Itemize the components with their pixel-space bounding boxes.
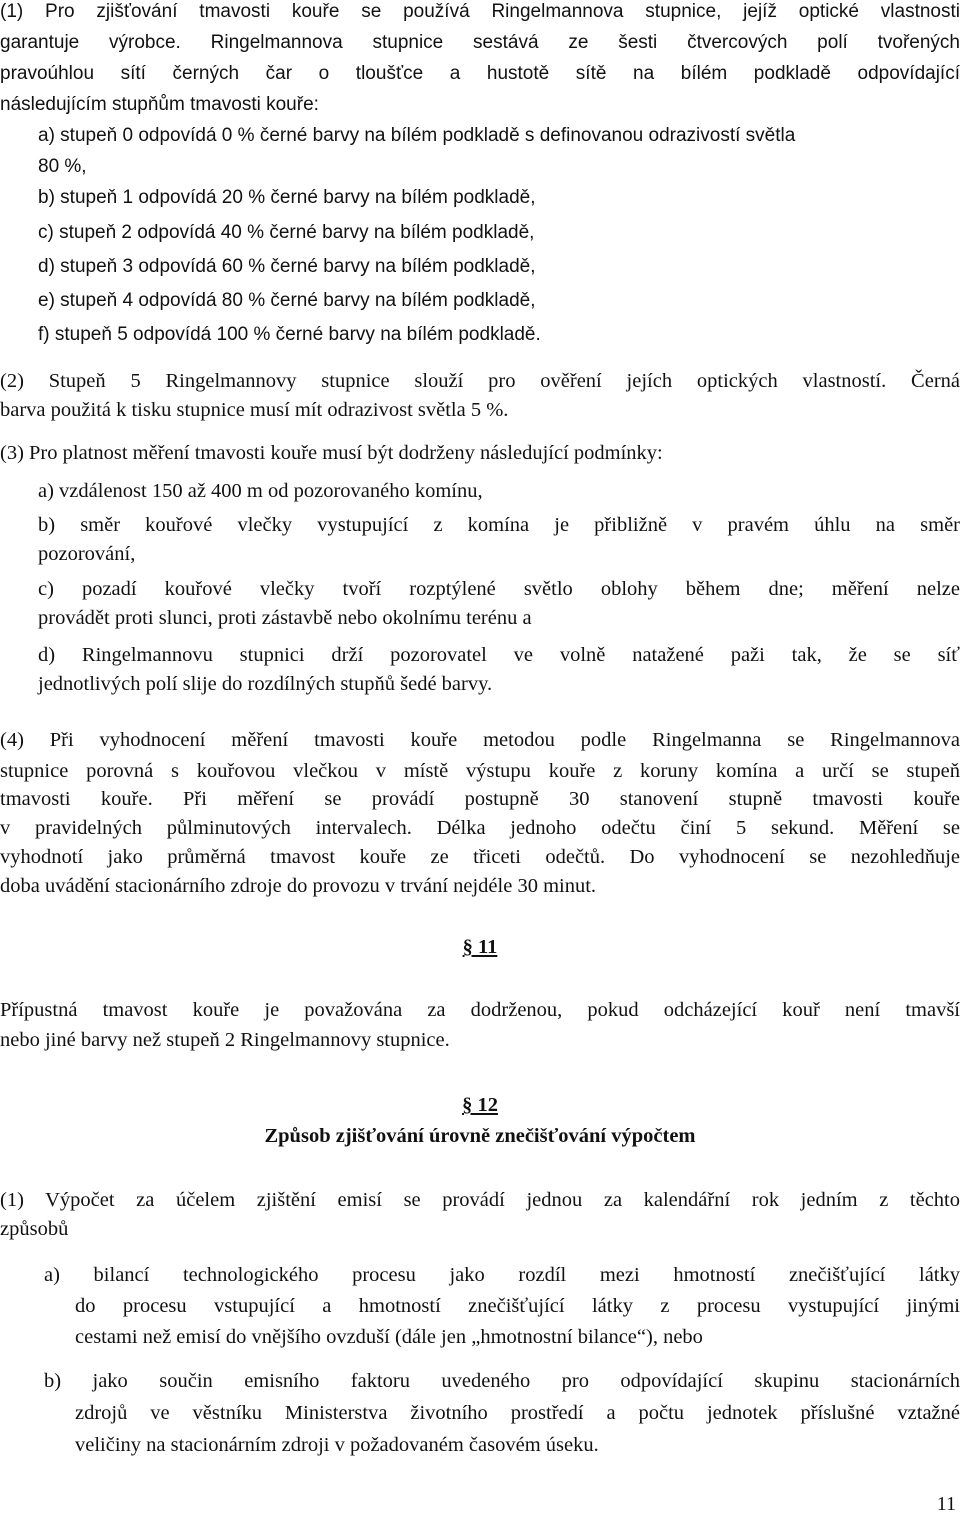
para2-line-2: barva použitá k tisku stupnice musí mít odrazivost světla 5 %. xyxy=(0,399,509,421)
para1-item-b: b) stupeň 1 odpovídá 20 % černé barvy na bílém podkladě, xyxy=(38,187,536,208)
section-12-item-b-line-3: veličiny na stacionárním zdroji v požadovaném časovém úseku. xyxy=(75,1434,599,1456)
section-11-heading: § 11 xyxy=(462,936,498,958)
para4-line-1: (4) Při vyhodnocení měření tmavosti kouře metodou podle Ringelmanna se Ringelmannova xyxy=(0,729,960,751)
para2-line-1: (2) Stupeň 5 Ringelmannovy stupnice slouží pro ověření jejích optických vlastností. Černá xyxy=(0,370,960,392)
para3-item-d-line-1: d) Ringelmannovu stupnici drží pozorovatel ve volně natažené paži tak, že se síť xyxy=(38,644,960,666)
para3-intro: (3) Pro platnost měření tmavosti kouře musí být dodrženy následující podmínky: xyxy=(0,442,663,464)
section-12-intro-line-1: (1) Výpočet za účelem zjištění emisí se provádí jednou za kalendářní rok jedním z těchto xyxy=(0,1189,960,1211)
para1-item-f: f) stupeň 5 odpovídá 100 % černé barvy na bílém podkladě. xyxy=(38,324,541,345)
section-12-item-a-line-1: a) bilancí technologického procesu jako rozdíl mezi hmotností znečišťující látky xyxy=(44,1264,960,1286)
para4-line-4: v pravidelných půlminutových intervalech. Délka jednoho odečtu činí 5 sekund. Měření se xyxy=(0,817,960,839)
section-12-heading: § 12 xyxy=(462,1094,498,1116)
section-11-line-2: nebo jiné barvy než stupeň 2 Ringelmannovy stupnice. xyxy=(0,1029,450,1051)
para1-line-2: garantuje výrobce. Ringelmannova stupnice sestává ze šesti čtvercových polí tvořených xyxy=(0,32,960,53)
para4-line-6: doba uvádění stacionárního zdroje do provozu v trvání nejdéle 30 minut. xyxy=(0,875,597,897)
para4-line-5: vyhodnotí jako průměrná tmavost kouře ze třiceti odečtů. Do vyhodnocení se nezohledňuje xyxy=(0,846,960,868)
section-11-line-1: Přípustná tmavost kouře je považována za dodrženou, pokud odcházející kouř není tmavší xyxy=(0,999,960,1021)
page-number: 11 xyxy=(936,1493,956,1515)
para1-item-a: a) stupeň 0 odpovídá 0 % černé barvy na bílém podkladě s definovanou odrazivostí světla xyxy=(38,125,796,146)
para3-item-c-line-1: c) pozadí kouřové vlečky tvoří rozptýlené světlo oblohy během dne; měření nelze xyxy=(38,578,960,600)
para1-line-1: (1) Pro zjišťování tmavosti kouře se používá Ringelmannova stupnice, jejíž optické vlastnosti xyxy=(0,1,960,22)
section-12-item-a-line-3: cestami než emisí do vnějšího ovzduší (dále jen „hmotnostní bilance“), nebo xyxy=(75,1326,703,1348)
para4-line-3: tmavosti kouře. Při měření se provádí postupně 30 stanovení stupně tmavosti kouře xyxy=(0,788,960,810)
section-12-item-a-line-2: do procesu vstupující a hmotností znečišťující látky z procesu vystupující jinými xyxy=(75,1295,960,1317)
para1-line-4: následujícím stupňům tmavosti kouře: xyxy=(0,94,319,115)
para1-item-d: d) stupeň 3 odpovídá 60 % černé barvy na bílém podkladě, xyxy=(38,256,536,277)
section-12-intro-line-2: způsobů xyxy=(0,1218,69,1240)
para3-item-c-line-2: provádět proti slunci, proti zástavbě nebo okolnímu terénu a xyxy=(38,607,532,629)
para1-item-c: c) stupeň 2 odpovídá 40 % černé barvy na bílém podkladě, xyxy=(38,222,535,243)
para3-item-a: a) vzdálenost 150 až 400 m od pozorovaného komínu, xyxy=(38,480,483,502)
para3-item-b-line-2: pozorování, xyxy=(38,543,136,565)
section-12-title: Způsob zjišťování úrovně znečišťování výpočtem xyxy=(264,1125,696,1147)
para4-line-2: stupnice porovná s kouřovou vlečkou v místě výstupu kouře z koruny komína a určí se stupeň xyxy=(0,760,960,782)
para1-item-a-cont: 80 %, xyxy=(38,156,87,177)
para3-item-d-line-2: jednotlivých polí slije do rozdílných stupňů šedé barvy. xyxy=(38,673,493,695)
para3-item-b-line-1: b) směr kouřové vlečky vystupující z komína je přibližně v pravém úhlu na směr xyxy=(38,514,960,536)
para1-item-e: e) stupeň 4 odpovídá 80 % černé barvy na bílém podkladě, xyxy=(38,290,536,311)
section-12-item-b-line-2: zdrojů ve věstníku Ministerstva životního prostředí a počtu jednotek příslušné vztažné xyxy=(75,1402,960,1424)
section-12-item-b-line-1: b) jako součin emisního faktoru uvedeného pro odpovídající skupinu stacionárních xyxy=(44,1370,960,1392)
para1-line-3: pravoúhlou sítí černých čar o tloušťce a hustotě sítě na bílém podkladě odpovídající xyxy=(0,63,960,84)
